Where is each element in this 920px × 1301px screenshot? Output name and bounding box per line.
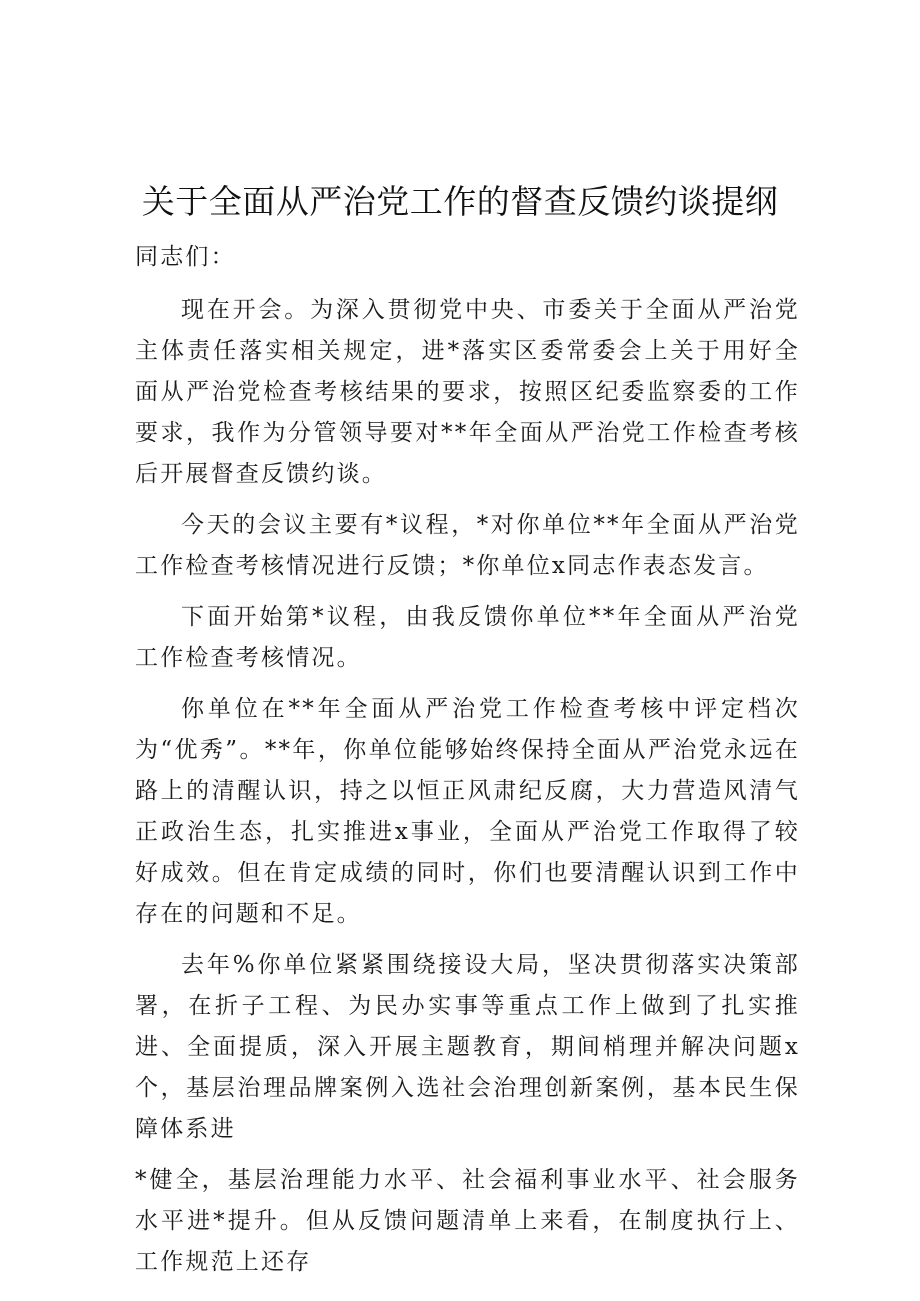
paragraph-first-item: 下面开始第*议程，由我反馈你单位**年全面从严治党工作检查考核情况。 [135,604,800,671]
paragraph-agenda: 今天的会议主要有*议程，*对你单位**年全面从严治党工作检查考核情况进行反馈；*你单位x同志作表态发言。 [135,512,800,579]
paragraph-continuation: *健全，基层治理能力水平、社会福利事业水平、社会服务水平进*提升。但从反馈问题清单上来看，在制度执行上、工作规范上还存 [135,1167,800,1275]
document-title: 关于全面从严治党工作的督查反馈约谈提纲 [141,182,779,221]
salutation: 同志们： [135,244,236,270]
paragraph-opening: 现在开会。为深入贯彻党中央、市委关于全面从严治党主体责任落实相关规定，进*落实区委常委会上关于用好全面从严治党检查考核结果的要求，按照区纪委监察委的工作要求，我作为分管领导要对**年全面从严治党工作检查考核后开展督查反馈约谈。 [135,297,800,487]
document-body [135,237,800,1293]
paragraph-last-year: 去年%你单位紧紧围绕接设大局，坚决贯彻落实决策部署，在折子工程、为民办实事等重点工作上做到了扎实推进、全面提质，深入开展主题教育，期间梢理并解决问题x个，基层治理品牌案例入选社会治理创新案例，基本民生保障体系进 [135,952,800,1142]
paragraph-evaluation: 你单位在**年全面从严治党工作检查考核中评定档次为“优秀”。**年，你单位能够始终保持全面从严治党永远在路上的清醒认识，持之以恒正风肃纪反腐，大力营造风清气正政治生态，扎实推进x事业，全面从严治党工作取得了较好成效。但在肯定成绩的同时，你们也要清醒认识到工作中存在的问题和不足。 [135,696,800,927]
